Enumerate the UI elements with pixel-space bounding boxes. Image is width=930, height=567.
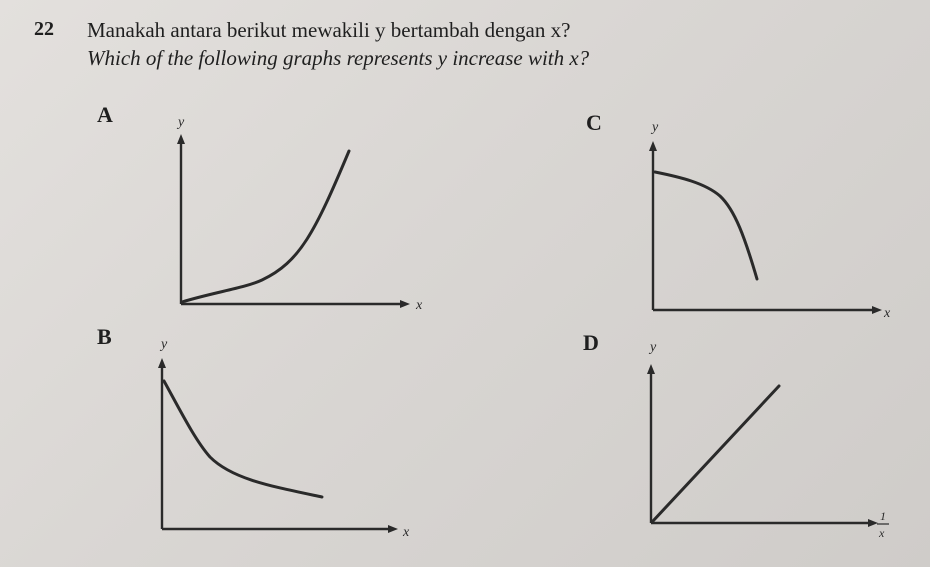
graph-d-x-label-denominator: x bbox=[879, 526, 885, 540]
graph-d-x-label-numerator: 1 bbox=[880, 509, 886, 523]
graph-d-x-arrow bbox=[868, 519, 878, 527]
graph-c-x-label: x bbox=[884, 306, 891, 321]
graph-d-line bbox=[653, 386, 779, 521]
question-text-malay: Manakah antara berikut mewakili y bertambah dengan x? bbox=[87, 18, 571, 42]
graph-a-curve bbox=[182, 151, 349, 302]
graph-c-x-arrow bbox=[872, 306, 882, 314]
option-b-letter[interactable]: B bbox=[97, 324, 112, 349]
graph-d-y-arrow bbox=[647, 364, 655, 374]
question-number: 22 bbox=[34, 18, 54, 40]
graph-b-y-label: y bbox=[161, 337, 168, 352]
question-text-english: Which of the following graphs represents y increase with x? bbox=[87, 46, 590, 70]
graph-b bbox=[158, 337, 410, 540]
graph-a-x-label: x bbox=[416, 298, 423, 313]
option-a-letter[interactable]: A bbox=[97, 102, 113, 127]
graph-d bbox=[647, 340, 889, 540]
graph-c-y-arrow bbox=[649, 141, 657, 151]
option-c-letter[interactable]: C bbox=[586, 110, 602, 135]
graph-b-curve bbox=[164, 381, 322, 497]
graph-b-y-arrow bbox=[158, 358, 166, 368]
graph-c-y-label: y bbox=[652, 120, 659, 135]
graph-c-curve bbox=[655, 172, 757, 279]
graph-a bbox=[176, 115, 423, 313]
graph-a-y-arrow bbox=[177, 134, 185, 144]
graph-b-x-label: x bbox=[403, 525, 410, 540]
option-d-letter[interactable]: D bbox=[583, 330, 599, 355]
graph-c bbox=[649, 120, 891, 321]
graph-b-x-arrow bbox=[388, 525, 398, 533]
graph-d-y-label: y bbox=[650, 340, 657, 355]
graph-a-y-label: y bbox=[178, 115, 185, 130]
graph-a-x-arrow bbox=[400, 300, 410, 308]
